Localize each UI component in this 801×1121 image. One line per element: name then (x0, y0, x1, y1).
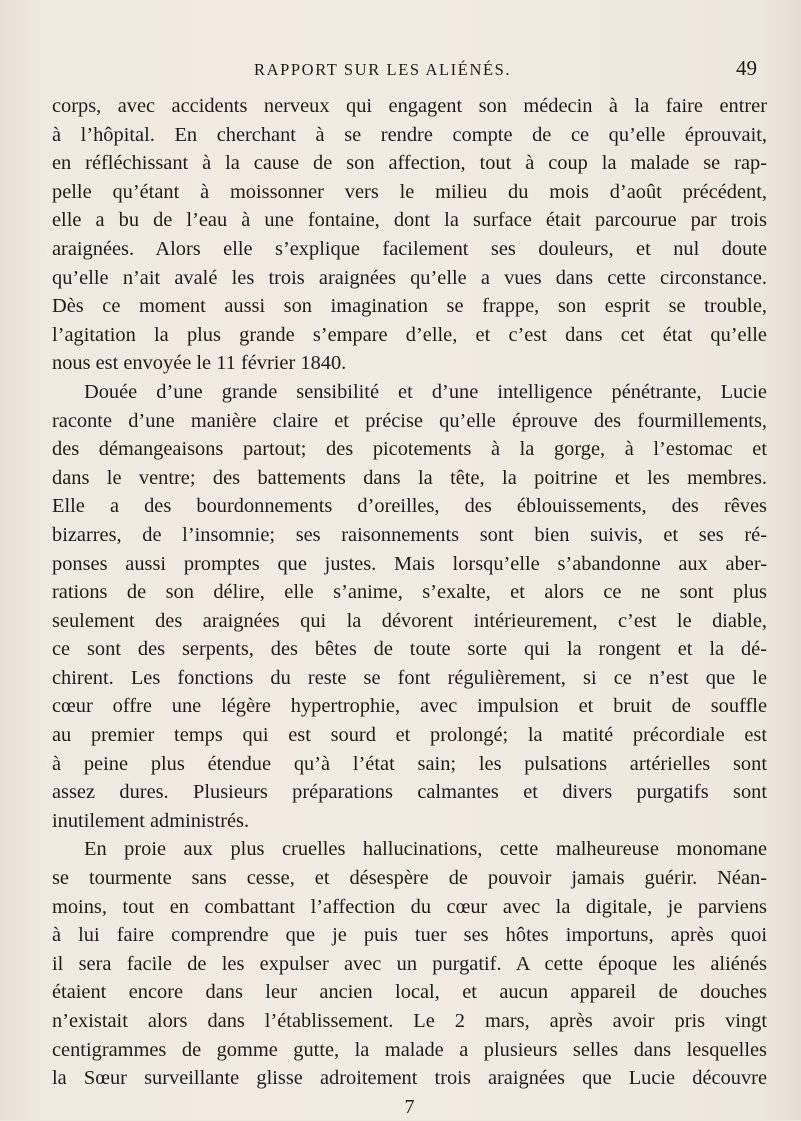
text-line: inutilement administrés. (52, 809, 250, 832)
text-line: cœur offre une légère hypertrophie, avec impulsion et bruit de souffle (52, 695, 767, 718)
text-line: se tourmente sans cesse, et désespère de pouvoir jamais guérir. Néan- (52, 867, 767, 890)
text-line: elle a bu de l’eau à une fontaine, dont la surface était parcourue par trois (52, 209, 767, 232)
text-line: dans le ventre; des battements dans la tête, la poitrine et les membres. (52, 466, 767, 489)
text-line: chirent. Les fonctions du reste se font régulièrement, si ce n’est que le (52, 666, 767, 689)
text-line: des démangeaisons partout; des picotements à la gorge, à l’estomac et (52, 438, 767, 461)
text-line: l’agitation la plus grande s’empare d’elle, et c’est dans cet état qu’elle (52, 323, 767, 346)
text-line: qu’elle n’ait avalé les trois araignées qu’elle a vues dans cette circonstance. (52, 266, 767, 289)
text-line: à l’hôpital. En cherchant à se rendre compte de ce qu’elle éprouvait, (52, 123, 767, 146)
text-line: à lui faire comprendre que je puis tuer ses hôtes importuns, après quoi (52, 924, 767, 947)
text-line: moins, tout en combattant l’affection du cœur avec la digitale, je parviens (52, 895, 767, 918)
text-line: pelle qu’étant à moissonner vers le milieu du mois d’août précédent, (52, 180, 767, 203)
text-line: nous est envoyée le 11 février 1840. (52, 352, 347, 375)
text-line: raconte d’une manière claire et précise qu’elle éprouve des fourmillements, (52, 409, 767, 432)
text-line: centigrammes de gomme gutte, la malade a plusieurs selles dans lesquelles (52, 1038, 767, 1061)
paragraph-start-line: En proie aux plus cruelles hallucinations, cette malheureuse monomane (84, 838, 767, 861)
text-line: il sera facile de les expulser avec un purgatif. A cette époque les aliénés (52, 952, 767, 975)
body-text (52, 92, 767, 1121)
text-line: la Sœur surveillante glisse adroitement trois araignées que Lucie découvre (52, 1067, 767, 1090)
paragraph-start-line: Douée d’une grande sensibilité et d’une intelligence pénétrante, Lucie (84, 380, 767, 403)
text-line: ponses aussi promptes que justes. Mais lorsqu’elle s’abandonne aux aber- (52, 552, 767, 575)
text-line: à peine plus étendue qu’à l’état sain; les pulsations artérielles sont (52, 752, 767, 775)
text-line: au premier temps qui est sourd et prolongé; la matité précordiale est (52, 724, 767, 747)
text-line: Elle a des bourdonnements d’oreilles, des éblouissements, des rêves (52, 495, 767, 518)
signature-mark: 7 (404, 1095, 415, 1118)
text-line: Dès ce moment aussi son imagination se frappe, son esprit se trouble, (52, 295, 767, 318)
text-line: seulement des araignées qui la dévorent intérieurement, c’est le diable, (52, 609, 767, 632)
text-line: assez dures. Plusieurs préparations calmantes et divers purgatifs sont (52, 781, 767, 804)
text-line: étaient encore dans leur ancien local, et aucun appareil de douches (52, 981, 767, 1004)
page-number: 49 (736, 56, 757, 80)
text-line: en réfléchissant à la cause de son affection, tout à coup la malade se rap- (52, 152, 767, 175)
text-line: rations de son délire, elle s’anime, s’exalte, et alors ce ne sont plus (52, 581, 767, 604)
text-line: corps, avec accidents nerveux qui engagent son médecin à la faire entrer (52, 95, 767, 117)
text-line: ce sont des serpents, des bêtes de toute sorte qui la rongent et la dé- (52, 638, 767, 661)
text-line: bizarres, de l’insomnie; ses raisonnements sont bien suivis, et ses ré- (52, 523, 767, 546)
page-header (0, 56, 801, 86)
text-line: n’existait alors dans l’établissement. Le 2 mars, après avoir pris vingt (52, 1010, 767, 1032)
text-line: araignées. Alors elle s’explique facilement ses douleurs, et nul doute (52, 237, 767, 260)
running-title: RAPPORT SUR LES ALIÉNÉS. (254, 60, 512, 79)
